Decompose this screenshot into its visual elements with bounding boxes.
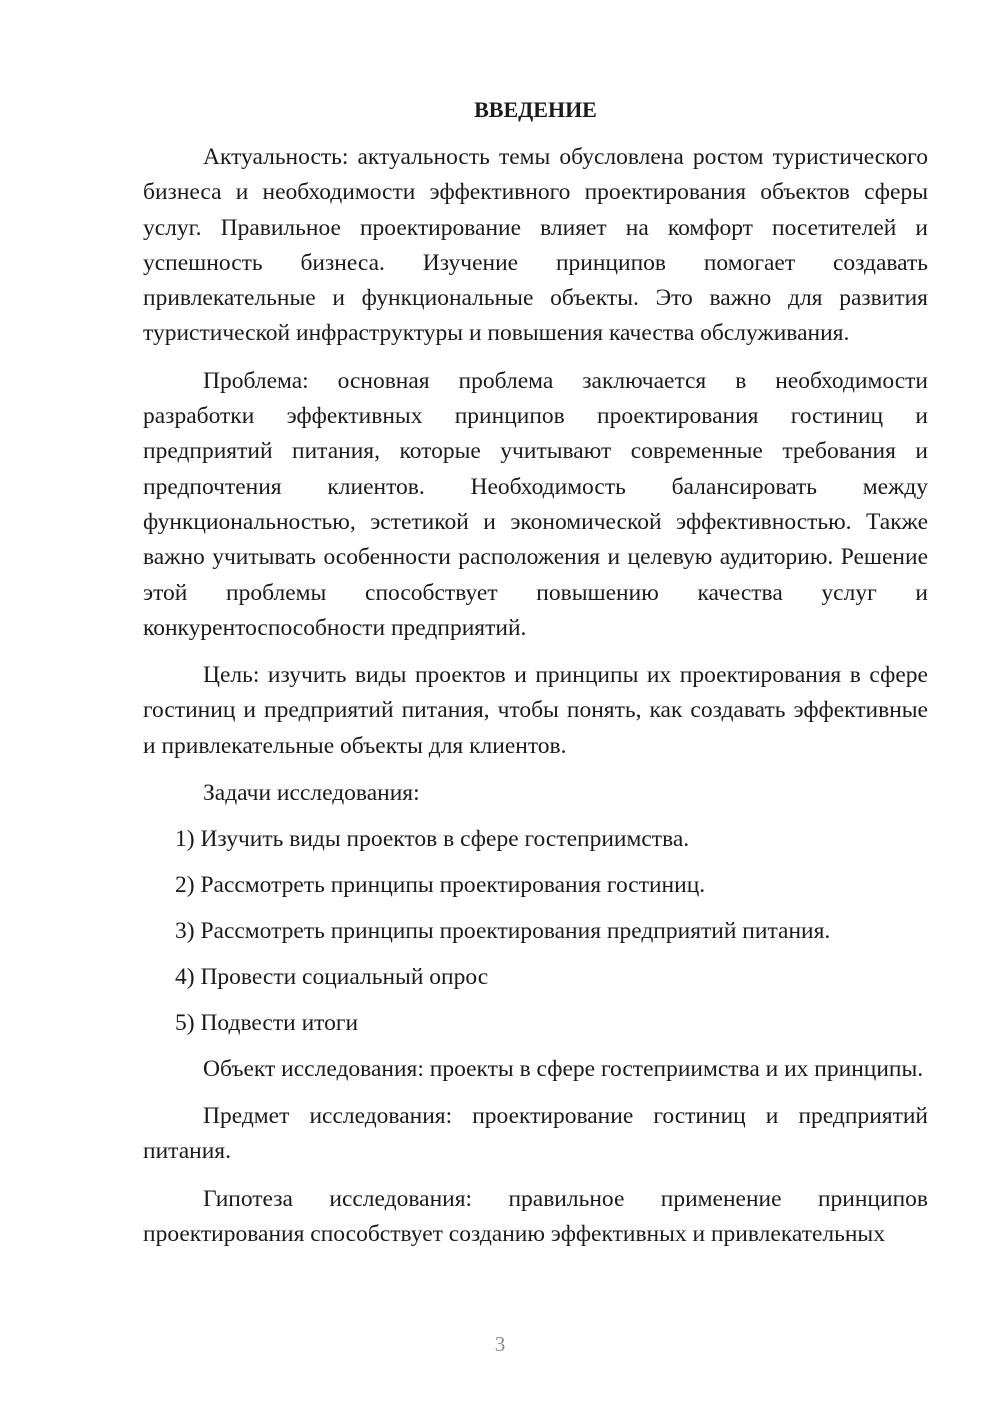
page-number: 3 [494, 1332, 506, 1356]
relevance-paragraph: Актуальность: актуальность темы обусловлена ростом туристического бизнеса и необходимости эффективного проектирования объектов сферы услуг. Правильное проектирование влияет на комфорт посетителей и успешность бизнеса. Изучение принципов помогает создавать привлекательные и функциональные объекты. Это важно для развития туристической инфраструктуры и повышения качества обслуживания. [143, 144, 928, 347]
section-heading: ВВЕДЕНИЕ [474, 97, 597, 122]
task-item: 4) Провести социальный опрос [175, 964, 489, 991]
problem-paragraph: Проблема: основная проблема заключается в необходимости разработки эффективных принципов проектирования гостиниц и предприятий питания, которые учитывают современные требования и предпочтения клиентов. Необходимость балансировать между функциональностью, эстетикой и экономической эффективностью. Также важно учитывать особенности расположения и целевую аудиторию. Решение этой проблемы способствует повышению качества услуг и конкурентоспособности предприятий. [143, 367, 928, 641]
hypothesis-paragraph: Гипотеза исследования: правильное применение принципов проектирования способствует созданию эффективных и привлекательных [143, 1185, 928, 1247]
tasks-title: Задачи исследования: [203, 780, 420, 807]
subject-paragraph: Предмет исследования: проектирование гостиниц и предприятий питания. [143, 1103, 928, 1165]
object-paragraph: Объект исследования: проекты в сфере гостеприимства и их принципы. [203, 1055, 924, 1082]
task-item: 5) Подвести итоги [175, 1009, 359, 1036]
task-list [143, 822, 928, 1041]
task-item: 3) Рассмотреть принципы проектирования предприятий питания. [175, 918, 831, 945]
task-item: 2) Рассмотреть принципы проектирования гостиниц. [175, 872, 706, 899]
task-item: 1) Изучить виды проектов в сфере гостеприимства. [175, 826, 690, 853]
goal-paragraph: Цель: изучить виды проектов и принципы их проектирования в сфере гостиниц и предприятий питания, чтобы понять, как создавать эффективные и привлекательные объекты для клиентов. [143, 662, 928, 759]
page-content [143, 94, 928, 1264]
